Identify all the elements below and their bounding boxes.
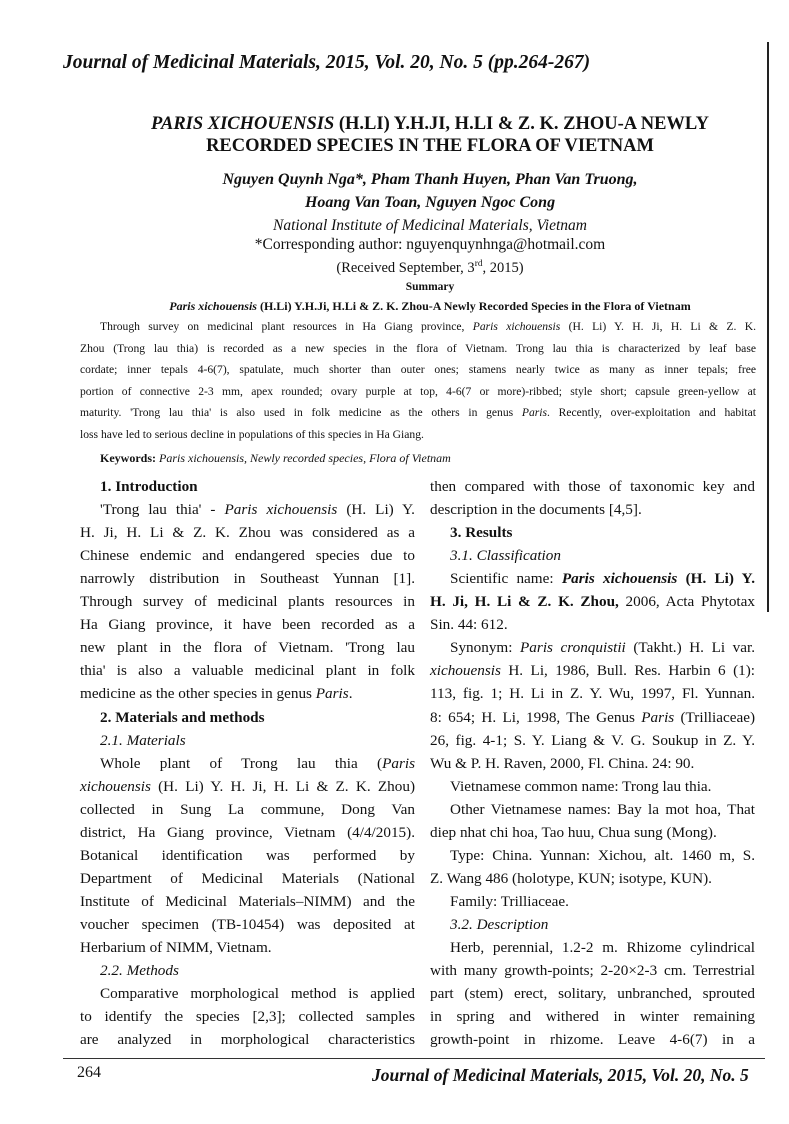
text-segment: diep nhat chi hoa, Tao huu, Chua sung (Mong). [430,823,717,841]
text-segment: H. Li, 1986, Bull. Res. Harbin 6 (1): [500,662,755,680]
summary-line [80,363,756,376]
body-line [430,847,755,865]
text-segment: Wu & P. H. Raven, 2000, Fl. China. 24: 90. [430,754,695,772]
text-segment: PARIS XICHOUENSIS [151,114,335,134]
text-segment: (Trilliaceae) [674,708,755,726]
text-segment: Vietnamese common name: Trong lau thia. [450,777,712,795]
body-line [430,501,755,519]
text-segment: Ha Giang province, it have been recorded as a [80,616,415,634]
text-segment: description in the documents [4,5]. [430,501,642,519]
body-line [80,916,415,934]
text-segment: then compared with those of taxonomic key and [430,478,755,495]
page-number: 264 [77,1064,101,1081]
body-line [430,547,755,565]
body-line [430,685,755,703]
body-line [80,501,415,519]
body-line [80,1031,415,1049]
text-segment: narrowly distribution in Southeast Yunnan [1]. [80,570,415,588]
text-segment: (H.Li) Y.H.Ji, H.Li & Z. K. Zhou-A Newly Recorded Species in the Flora of Vietnam [256,299,691,313]
text-segment: loss have led to serious decline in populations of this species in Ha Giang. [80,428,424,441]
text-segment: xichouensis [80,777,151,795]
text-segment: Herb, perennial, 1.2-2 m. Rhizome cylindrical [450,939,755,956]
text-segment: new plant in the flora of Vietnam. 'Trong lau [80,639,415,657]
text-segment: 2. Materials and methods [100,708,265,726]
text-segment: Botanical identification was performed by [80,846,415,864]
body-line [430,1031,755,1049]
body-line [80,547,415,565]
body-line [80,662,415,680]
authors-line-2: Hoang Van Toan, Nguyen Ngoc Cong [304,194,556,211]
text-segment: 3.1. Classification [450,547,561,565]
summary-line [80,320,756,333]
received-end: , 2015) [482,259,524,276]
text-segment: Keywords: [100,451,159,465]
body-line [430,709,755,727]
body-line [80,478,415,496]
summary-title [70,299,789,314]
body-line [430,824,755,842]
body-line [430,893,755,911]
body-line [80,732,415,750]
text-segment: (H. Li) Y. H. Ji, H. Li & Z. K. Zhou) [150,777,415,795]
body-line [430,916,755,934]
body-line [80,962,415,980]
text-segment: 3.2. Description [450,915,549,933]
text-segment: 113, fig. 1; H. Li in Z. Y. Wu, 1997, Fl. Yunnan. [430,685,755,703]
text-segment: . [348,685,353,703]
text-segment: are analyzed in morphological characteristics [80,1031,415,1049]
text-segment: Paris [315,685,349,703]
body-line [430,1008,755,1026]
text-segment: Scientific name: [450,570,562,588]
body-line [430,939,755,957]
text-segment: 8: 654; H. Li, 1998, The Genus [430,708,642,726]
body-line [80,593,415,611]
text-segment: Herbarium of NIMM, Vietnam. [80,939,272,956]
text-segment: 'Trong lau thia' - [100,501,225,519]
body-line [80,1008,415,1026]
body-line [430,593,755,611]
title-line-2: RECORDED SPECIES IN THE FLORA OF VIETNAM [206,136,654,156]
text-segment: growth-point in rhizome. Leave 4-6(7) in a [430,1031,755,1049]
text-segment: Other Vietnamese names: Bay la mot hoa, That [450,800,755,818]
received-date [70,259,789,277]
text-segment: Type: China. Yunnan: Xichou, alt. 1460 m, S. [450,846,755,864]
footer-rule [63,1058,765,1059]
text-segment: (H. Li) Y. [677,570,755,588]
text-segment: Synonym: [450,639,521,657]
text-segment: part (stem) erect, solitary, unbranched, sprouted [430,985,755,1003]
text-segment: (H.LI) Y.H.JI, H.LI & Z. K. ZHOU-A NEWLY [334,114,709,134]
body-line [80,524,415,542]
body-line [430,778,755,796]
body-line [430,662,755,680]
text-segment: Institute of Medicinal Materials–NIMM) and the [80,892,415,910]
text-segment: 2.2. Methods [100,962,179,980]
text-segment: Department of Medicinal Materials (National [80,869,415,887]
body-line [80,847,415,865]
received-sup: rd [474,259,483,269]
text-segment: Paris xichouensis, Newly recorded species, Flora of Vietnam [159,451,451,465]
text-segment: Paris [521,406,547,420]
text-segment: (H. Li) Y. H. Ji, H. Li & Z. K. [560,320,756,333]
text-segment: 3. Results [450,524,513,542]
text-segment: Paris [641,708,675,726]
body-line [80,824,415,842]
text-segment: cordate; inner tepals 4-6(7), spatulate, much shorter than outer ones; stamens nearly twice as many as inner tepals; free [80,363,756,377]
keywords [100,451,451,466]
body-line [80,755,415,773]
body-line [80,870,415,888]
text-segment: to identify the species [2,3]; collected samples [80,1008,415,1026]
text-segment: Paris xichouensis [561,570,678,588]
text-segment: H. Ji, H. Li & Z. K. Zhou, [430,593,619,611]
body-line [80,639,415,657]
text-segment: Family: Trilliaceae. [450,892,569,910]
footer-journal: Journal of Medicinal Materials, 2015, Vol. 20, No. 5 [372,1065,749,1085]
text-segment: (Takht.) H. Li var. [625,639,755,657]
text-segment: in spring and withered in winter remaining [430,1008,755,1026]
body-line [80,778,415,796]
text-segment: portion of connective 2-3 mm, apex rounded; ovary purple at top, 4-6(7 or more)-ribbed; style short; capsule green-yellow at [80,384,756,398]
body-line [80,570,415,588]
text-segment: Paris cronquistii [520,639,626,657]
body-line [430,732,755,750]
text-segment: Comparative morphological method is applied [100,985,415,1003]
received-text: (Received September, 3 [336,259,475,276]
body-line [80,616,415,634]
text-segment: Paris xichouensis [472,320,561,333]
summary-line [80,385,756,398]
text-segment: H. Ji, H. Li & Z. K. Zhou was considered as a [80,524,415,542]
text-segment: district, Ha Giang province, Vietnam (4/4/2015). [80,823,415,841]
affiliation: National Institute of Medicinal Materials, Vietnam [273,217,587,234]
text-segment: 2006, Acta Phytotax [618,593,755,611]
body-line [80,709,415,727]
text-segment: Paris xichouensis [224,501,338,519]
body-line [430,478,755,496]
body-line [430,639,755,657]
corresponding-author: *Corresponding author: nguyenquynhnga@hotmail.com [254,236,606,253]
body-line [80,939,415,957]
text-segment: Sin. 44: 612. [430,616,508,634]
text-segment: . Recently, over-exploitation and habitat [546,406,756,420]
text-segment: (H. Li) Y. [337,501,415,519]
text-segment: voucher specimen (TB-10454) was deposited at [80,915,415,933]
text-segment: maturity. 'Trong lau thia' is also used in folk medicine as the others in genus [80,406,522,420]
text-segment: Chinese endemic and endangered species due to [80,547,415,565]
body-line [430,801,755,819]
summary-line [80,342,756,355]
body-line [430,962,755,980]
text-segment: Through survey on medicinal plant resources in Ha Giang province, [100,320,473,333]
body-line [430,616,755,634]
body-line [80,893,415,911]
body-line [430,870,755,888]
summary-line [80,406,756,419]
text-segment: thia' is also a valuable medicinal plant in folk [80,662,415,680]
body-line [430,755,755,773]
text-segment: Paris xichouensis [169,299,257,313]
text-segment: 1. Introduction [100,478,198,495]
text-segment: Zhou (Trong lau thia) is recorded as a new species in the flora of Vietnam. Trong lau thia is characterized by leaf base [80,341,756,355]
body-line [430,985,755,1003]
text-segment: Whole plant of Trong lau thia ( [100,754,383,772]
text-segment: collected in Sung La commune, Dong Van [80,800,415,818]
text-segment: xichouensis [430,662,501,680]
summary-heading: Summary [405,281,455,293]
text-segment: 26, fig. 4-1; S. Y. Liang & V. G. Soukup in Z. Y. [430,731,755,749]
body-line [80,685,415,703]
body-line [80,985,415,1003]
body-line [430,570,755,588]
text-segment: Z. Wang 486 (holotype, KUN; isotype, KUN). [430,869,712,887]
journal-header: Journal of Medicinal Materials, 2015, Vol. 20, No. 5 (pp.264-267) [63,52,591,73]
summary-line [80,428,756,441]
body-line [80,801,415,819]
text-segment: Through survey of medicinal plants resources in [80,593,415,611]
text-segment: medicine as the other species in genus [80,685,316,703]
body-line [430,524,755,542]
text-segment: with many growth-points; 2-20×2-3 cm. Terrestrial [430,962,755,980]
text-segment: Paris [382,754,415,772]
text-segment: 2.1. Materials [100,731,186,749]
title-line-1 [70,114,789,135]
authors-line-1: Nguyen Quynh Nga*, Pham Thanh Huyen, Phan Van Truong, [222,171,638,188]
scan-edge-line [767,42,769,612]
